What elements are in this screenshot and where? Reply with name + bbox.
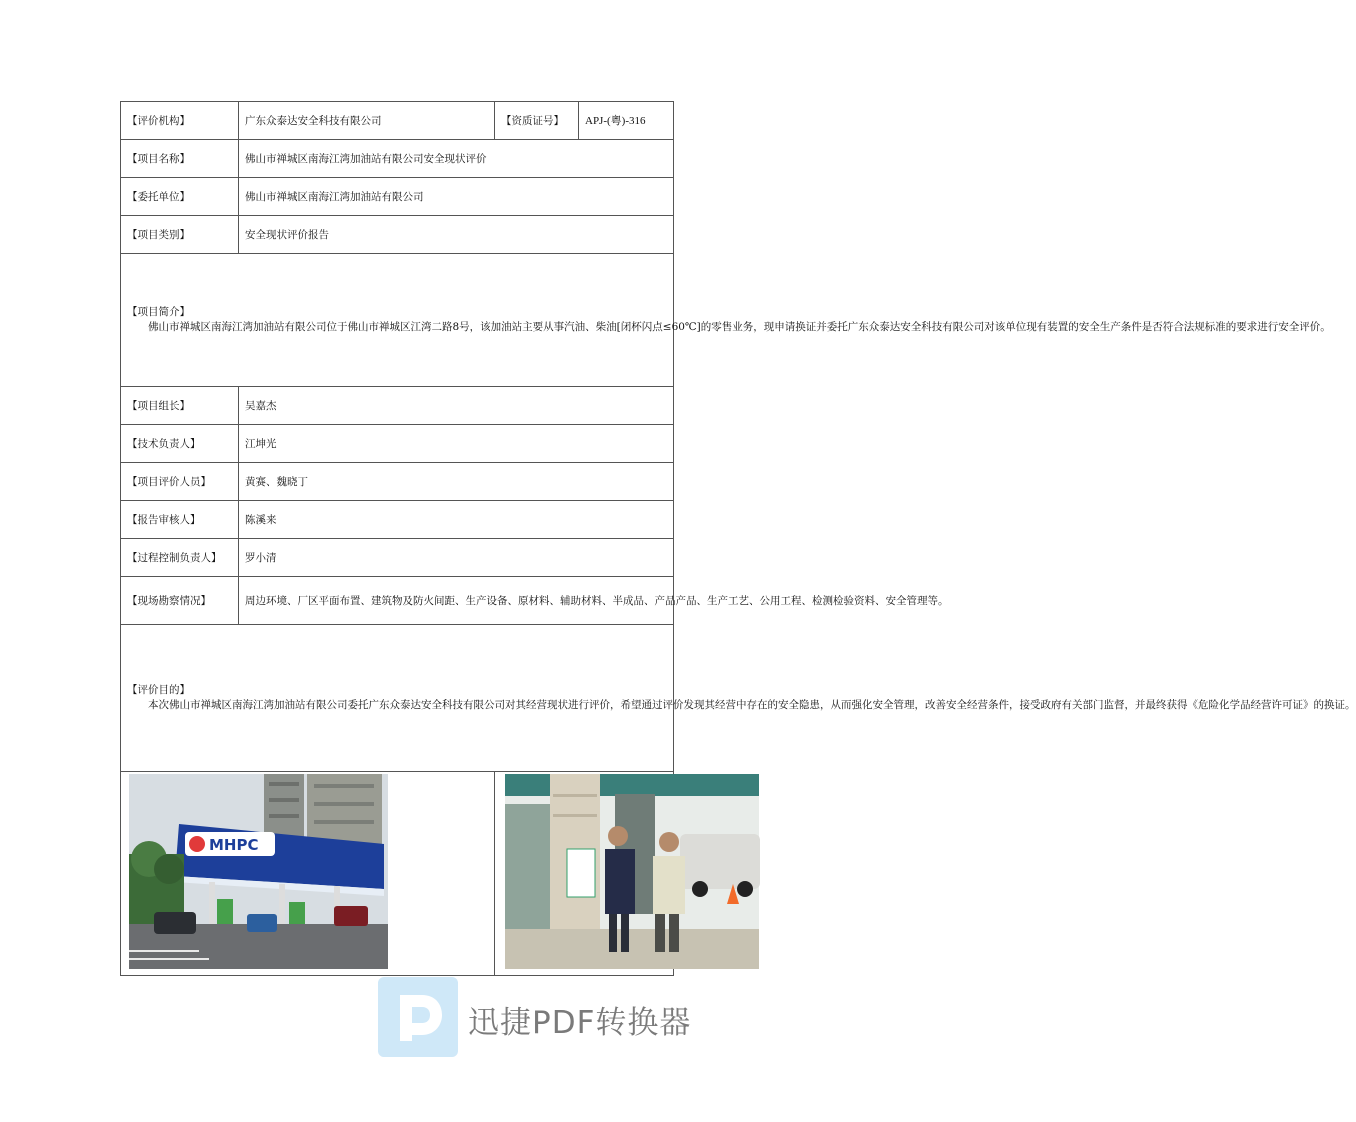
row-photos	[121, 772, 674, 976]
value-evaluators: 黄赛、魏晓丁	[239, 463, 674, 501]
watermark-text: 迅捷PDF转换器	[468, 1005, 692, 1041]
value-process-control: 罗小清	[239, 539, 674, 577]
value-cert: APJ-(粤)-316	[579, 102, 674, 140]
value-evaluator: 广东众泰达安全科技有限公司	[239, 102, 495, 140]
value-category: 安全现状评价报告	[239, 216, 674, 254]
photo-cell-left	[121, 772, 495, 976]
row-purpose	[121, 625, 674, 772]
value-leader: 吴嘉杰	[239, 387, 674, 425]
evaluation-form	[120, 101, 1356, 976]
value-client: 佛山市禅城区南海江湾加油站有限公司	[239, 178, 674, 216]
row-project-name	[121, 140, 674, 178]
row-reviewer	[121, 501, 674, 539]
mhpc-sign-text: MHPC	[209, 836, 259, 854]
label-cert: 【资质证号】	[495, 102, 579, 140]
label-process-control: 【过程控制负责人】	[121, 539, 239, 577]
form-table	[120, 101, 1356, 976]
purpose-cell	[121, 625, 1356, 772]
intro-cell	[121, 254, 1331, 387]
staff-photo	[505, 774, 759, 969]
pdf-converter-logo-icon	[378, 977, 458, 1057]
row-category	[121, 216, 674, 254]
gas-station-photo	[129, 774, 388, 969]
intro-text: 佛山市禅城区南海江湾加油站有限公司位于佛山市禅城区江湾二路8号，该加油站主要从事汽油、柴油[闭杯闪点≤60℃]的零售业务，现申请换证并委托广东众泰达安全科技有限公司对该单位现有装置的安全生产条件是否符合法规标准的要求进行安全评价。	[148, 320, 1331, 333]
value-tech-lead: 江坤光	[239, 425, 674, 463]
label-tech-lead: 【技术负责人】	[121, 425, 239, 463]
gas-station-image	[129, 774, 388, 969]
watermark	[378, 977, 728, 1057]
label-client: 【委托单位】	[121, 178, 239, 216]
row-survey	[121, 577, 674, 625]
intro-heading: 【项目简介】	[127, 305, 190, 318]
value-survey: 周边环境、厂区平面布置、建筑物及防火间距、生产设备、原材料、辅助材料、半成品、产品产品、生产工艺、公用工程、检测检验资料、安全管理等。	[239, 577, 674, 625]
row-process-control	[121, 539, 674, 577]
row-evaluators	[121, 463, 674, 501]
row-evaluator	[121, 102, 674, 140]
label-survey: 【现场勘察情况】	[121, 577, 239, 625]
row-client	[121, 178, 674, 216]
label-category: 【项目类别】	[121, 216, 239, 254]
value-project-name: 佛山市禅城区南海江湾加油站有限公司安全现状评价	[239, 140, 674, 178]
photo-cell-right	[495, 772, 674, 976]
value-reviewer: 陈溪来	[239, 501, 674, 539]
row-intro	[121, 254, 674, 387]
label-reviewer: 【报告审核人】	[121, 501, 239, 539]
row-tech-lead	[121, 425, 674, 463]
label-evaluators: 【项目评价人员】	[121, 463, 239, 501]
label-leader: 【项目组长】	[121, 387, 239, 425]
label-evaluator: 【评价机构】	[121, 102, 239, 140]
staff-image	[505, 774, 759, 969]
label-project-name: 【项目名称】	[121, 140, 239, 178]
purpose-heading: 【评价目的】	[127, 683, 190, 696]
row-leader	[121, 387, 674, 425]
purpose-text: 本次佛山市禅城区南海江湾加油站有限公司委托广东众泰达安全科技有限公司对其经营现状进行评价，希望通过评价发现其经营中存在的安全隐患，从而强化安全管理，改善安全经营条件，接受政府有关部门监督，并最终获得《危险化学品经营许可证》的换证。	[148, 698, 1356, 711]
